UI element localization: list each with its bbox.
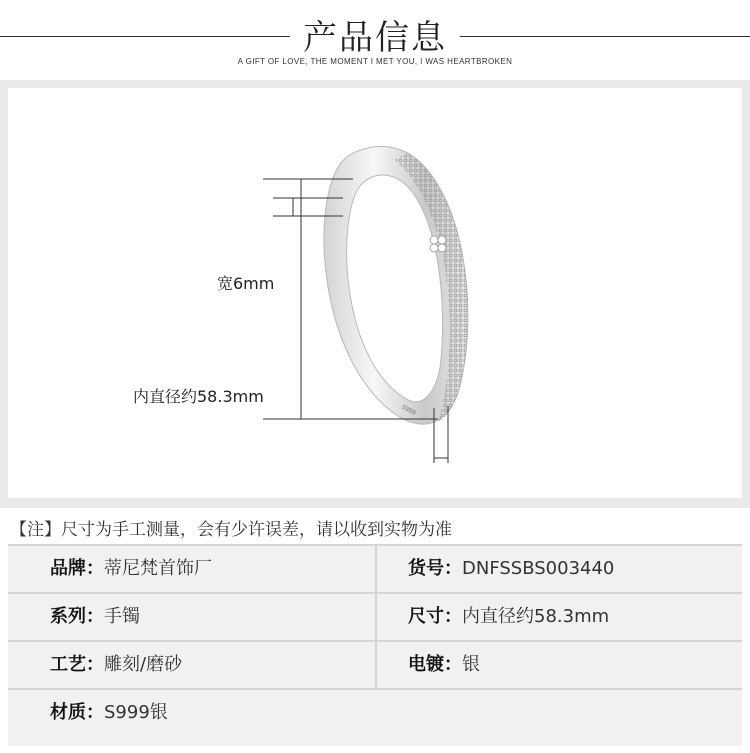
product-photo [8, 88, 742, 498]
spec-table [8, 544, 742, 746]
spec-row [8, 592, 742, 640]
spec-value: S999银 [104, 702, 168, 723]
page-title: 产品信息 [303, 18, 447, 58]
measurement-note: 【注】尺寸为手工测量，会有少许误差，请以收到实物为准 [10, 520, 452, 540]
width-label: 宽6mm [217, 274, 275, 293]
engraving-mark: S999 [400, 403, 417, 417]
spec-key: 货号： [408, 558, 462, 579]
inner-diameter-label: 内直径约58.3mm [133, 387, 264, 406]
column-divider [375, 594, 377, 640]
spec-key: 尺寸： [408, 606, 462, 627]
spec-row [8, 640, 742, 688]
spec-item-number [408, 546, 614, 592]
bangle-shape [324, 146, 468, 424]
spec-key: 工艺： [50, 654, 104, 675]
spec-series [50, 594, 140, 640]
spec-value: 手镯 [104, 606, 140, 627]
bangle-illustration [8, 88, 742, 498]
spec-value: 内直径约58.3mm [462, 606, 610, 627]
spec-key: 品牌： [50, 558, 104, 579]
spec-material [50, 690, 168, 736]
spec-plating [408, 642, 480, 688]
spec-value: 蒂尼梵首饰厂 [104, 558, 212, 579]
header-divider-right [460, 36, 750, 37]
spec-size [408, 594, 609, 640]
product-info-header [0, 0, 750, 80]
spec-key: 材质： [50, 702, 104, 723]
spec-value: 雕刻/磨砂 [104, 654, 183, 675]
spec-row [8, 544, 742, 592]
column-divider [375, 642, 377, 688]
spec-row [8, 688, 742, 736]
spec-value: 银 [462, 654, 480, 675]
column-divider [375, 546, 377, 592]
product-photo-frame [0, 80, 750, 508]
spec-key: 系列： [50, 606, 104, 627]
spec-brand [50, 546, 212, 592]
spec-key: 电镀： [408, 654, 462, 675]
spec-value: DNFSSBS003440 [462, 558, 615, 579]
spec-craft [50, 642, 182, 688]
header-subtitle: A GIFT OF LOVE, THE MOMENT I MET YOU, I WAS HEARTBROKEN [237, 57, 513, 66]
